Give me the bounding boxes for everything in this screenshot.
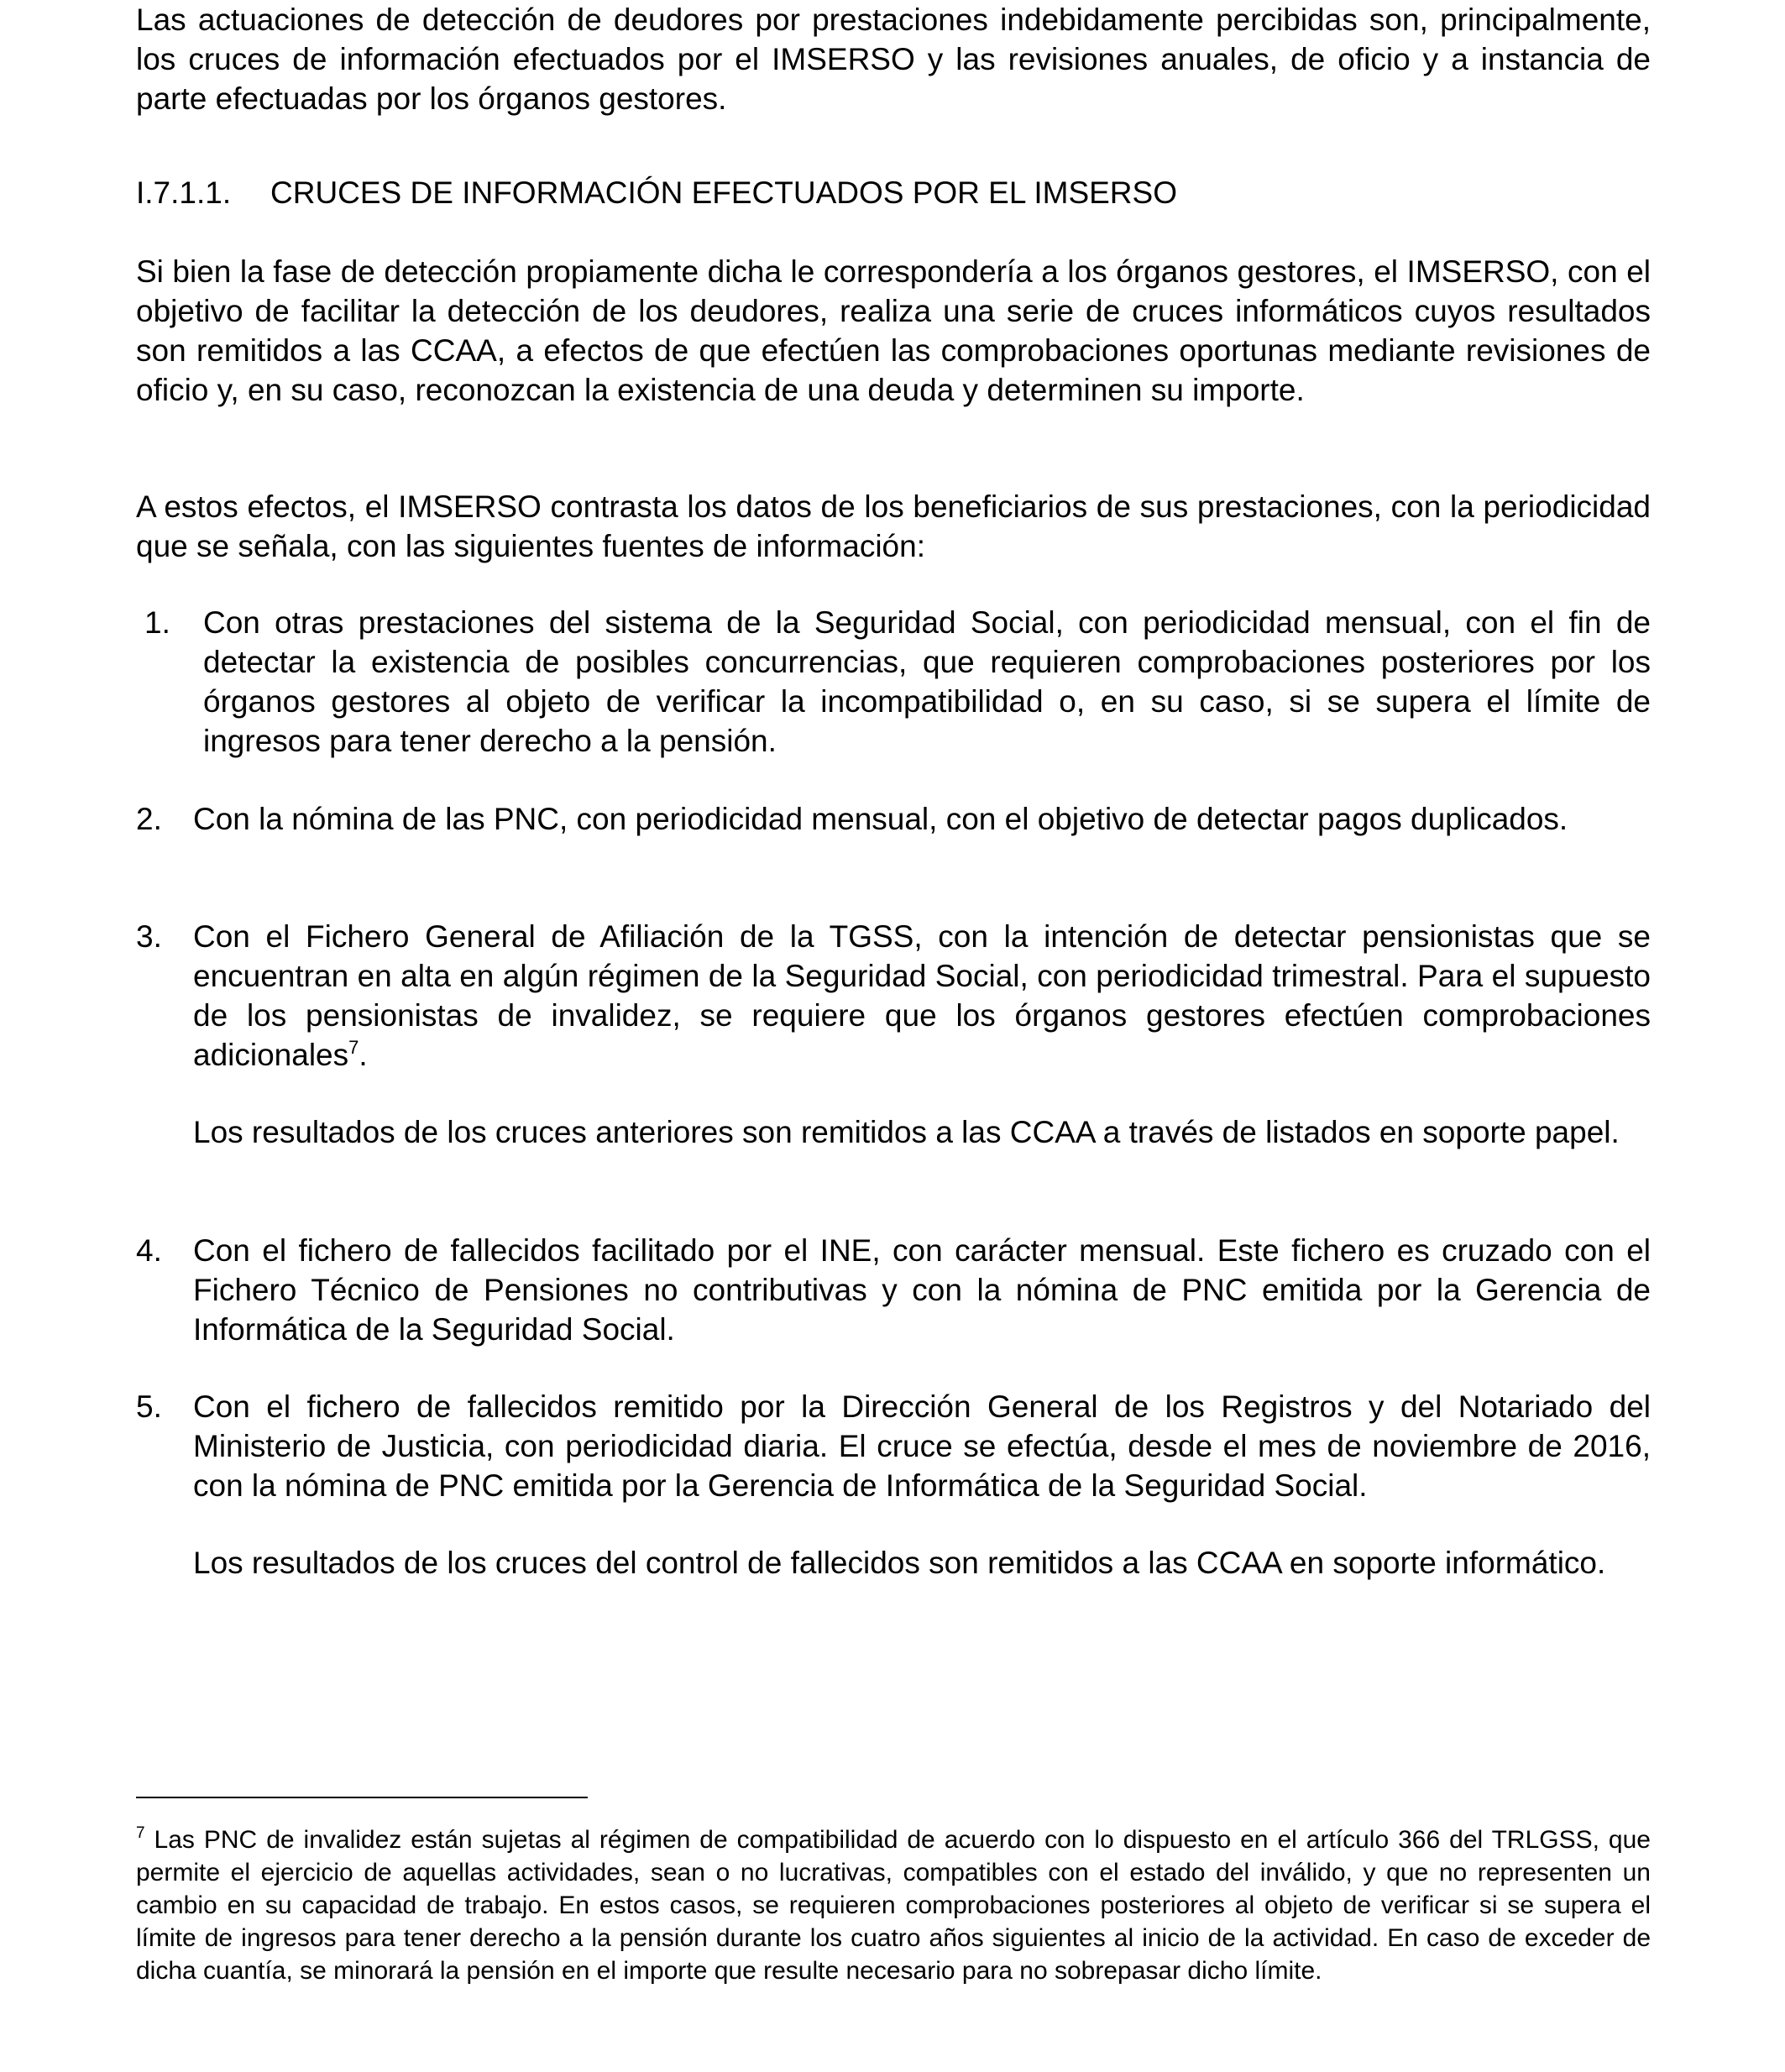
list-item xyxy=(136,917,1651,1152)
list-item-extra-text: Los resultados de los cruces del control de fallecidos son remitidos a las CCAA en soporte informático. xyxy=(193,1546,1606,1580)
list-item-text: Con el fichero de fallecidos remitido por la Dirección General de los Registros y del Notariado del Ministerio de Justicia, con periodicidad diaria. El cruce se efectúa, desde el mes de noviembre de 2016, con la nómina de PNC emitida por la Gerencia de Informática de la Seguridad Social. xyxy=(193,1389,1651,1503)
section-heading xyxy=(136,173,1177,212)
list-item-number: 1. xyxy=(144,605,170,640)
list-item xyxy=(136,799,1651,839)
list-item-text: Con otras prestaciones del sistema de la Seguridad Social, con periodicidad mensual, con el fin de detectar la existencia de posibles concurrencias, que requieren comprobaciones posteriores por los órganos gestores al objeto de verificar la incompatibilidad o, en su caso, si se supera el límite de ingresos para tener derecho a la pensión. xyxy=(203,605,1651,758)
list-item xyxy=(136,1387,1651,1583)
footnote-number: 7 xyxy=(136,1824,145,1842)
list-item-text: Con el fichero de fallecidos facilitado por el INE, con carácter mensual. Este fichero es cruzado con el Fichero Técnico de Pensiones no contributivas y con la nómina de PNC emitida por la Gerencia de Informática de la Seguridad Social. xyxy=(193,1233,1651,1347)
section-title: CRUCES DE INFORMACIÓN EFECTUADOS POR EL IMSERSO xyxy=(270,175,1177,210)
list-item xyxy=(136,603,1651,761)
paragraph-detection: Si bien la fase de detección propiamente dicha le correspondería a los órganos gestores, el IMSERSO, con el objetivo de facilitar la detección de los deudores, realiza una serie de cruces informáticos cuyos resultados son remitidos a las CCAA, a efectos de que efectúen las comprobaciones oportunas mediante revisiones de oficio y, en su caso, reconozcan la existencia de una deuda y determinen su importe. xyxy=(136,254,1651,407)
list-item-number: 3. xyxy=(136,919,162,954)
list-item xyxy=(136,1231,1651,1349)
section-number: I.7.1.1. xyxy=(136,175,232,210)
list-item-number: 2. xyxy=(136,802,162,836)
intro-paragraph: Las actuaciones de detección de deudores por prestaciones indebidamente percibidas son, principalmente, los cruces de información efectuados por el IMSERSO y las revisiones anuales, de oficio y a instancia de parte efectuadas por los órganos gestores. xyxy=(136,3,1651,116)
list-item-number: 5. xyxy=(136,1389,162,1424)
list-item-extra-text: Los resultados de los cruces anteriores son remitidos a las CCAA a través de listados en soporte papel. xyxy=(193,1115,1620,1149)
footnote-reference[interactable]: 7 xyxy=(348,1037,359,1058)
footnote-separator xyxy=(136,1797,588,1798)
footnote-text: Las PNC de invalidez están sujetas al régimen de compatibilidad de acuerdo con lo dispuesto en el artículo 366 del TRLGSS, que permite el ejercicio de aquellas actividades, sean o no lucrativas, compatibles con el estado del inválido, y que no representen un cambio en su capacidad de trabajo. En estos casos, se requieren comprobaciones posteriores al objeto de verificar si se supera el límite de ingresos para tener derecho a la pensión durante los cuatro años siguientes al inicio de la actividad. En caso de exceder de dicha cuantía, se minorará la pensión en el importe que resulte necesario para no sobrepasar dicho límite. xyxy=(136,1826,1651,1985)
footnote xyxy=(136,1823,1651,1987)
list-item-text xyxy=(193,917,1651,1075)
sentence-end: . xyxy=(359,1038,368,1072)
list-item-text-body: Con el Fichero General de Afiliación de la TGSS, con la intención de detectar pensionistas que se encuentran en alta en algún régimen de la Seguridad Social, con periodicidad trimestral. Para el supuesto de los pensionistas de invalidez, se requiere que los órganos gestores efectúen comprobaciones adicionales xyxy=(193,919,1651,1072)
list-item-text: Con la nómina de las PNC, con periodicidad mensual, con el objetivo de detectar pagos duplicados. xyxy=(193,802,1568,836)
list-item-number: 4. xyxy=(136,1233,162,1268)
paragraph-sources: A estos efectos, el IMSERSO contrasta los datos de los beneficiarios de sus prestaciones, con la periodicidad que se señala, con las siguientes fuentes de información: xyxy=(136,489,1651,563)
